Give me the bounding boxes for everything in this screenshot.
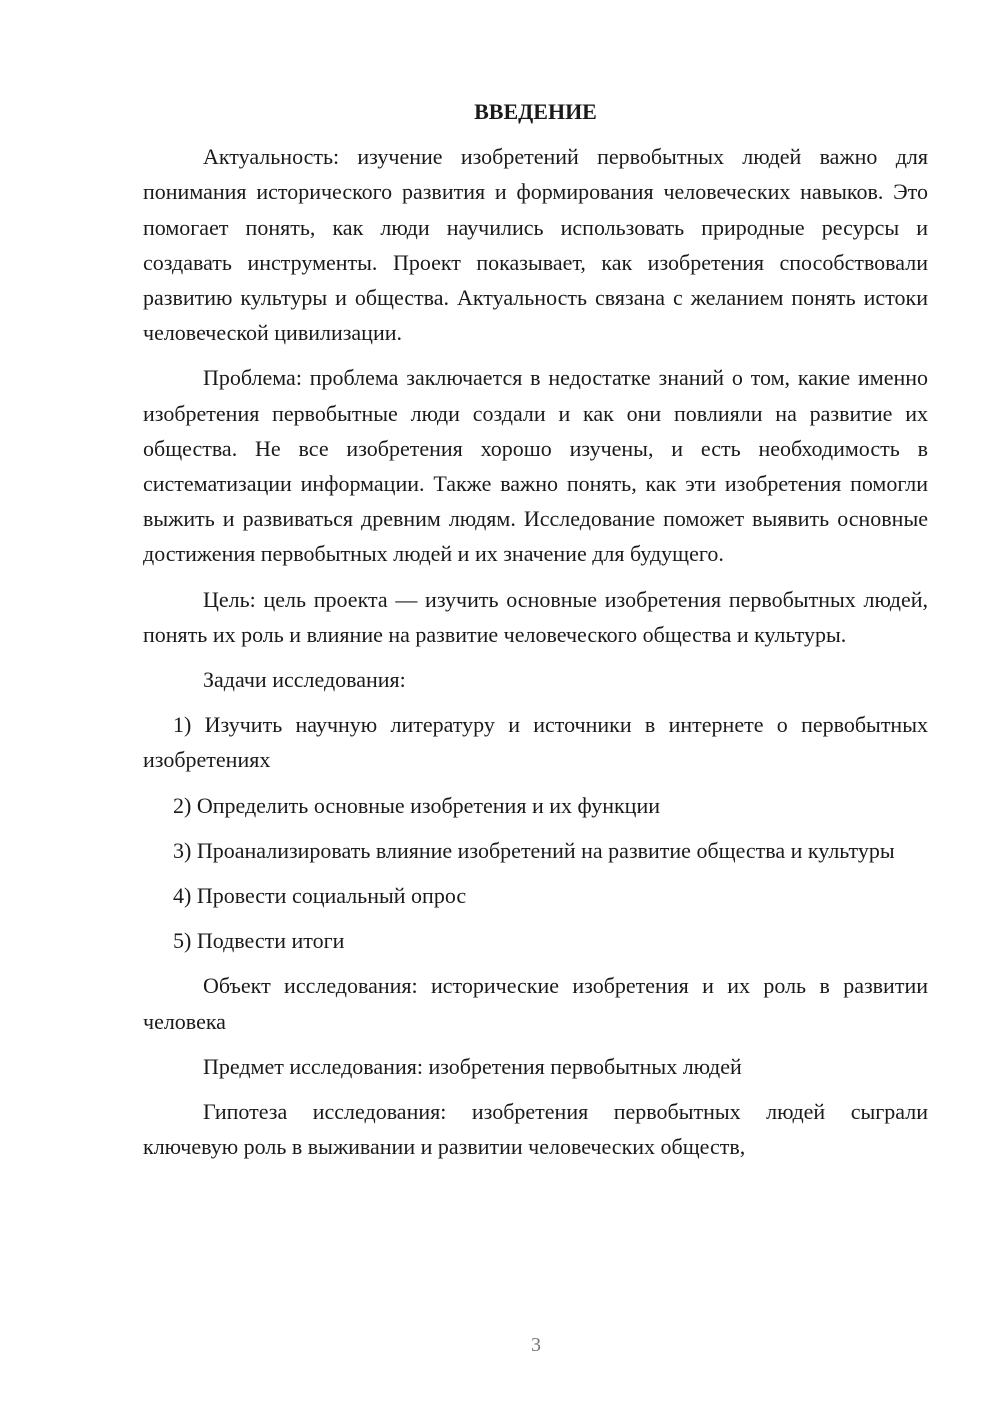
task-item: 3) Проанализировать влияние изобретений на развитие общества и культуры	[173, 837, 895, 863]
task-item: 1) Изучить научную литературу и источники в интернете о первобытных изобретениях	[143, 712, 928, 773]
task-item: 4) Провести социальный опрос	[173, 883, 467, 909]
page-number: 3	[531, 1334, 541, 1356]
page-title: ВВЕДЕНИЕ	[474, 99, 597, 124]
goal-paragraph: Цель: цель проекта — изучить основные изобретения первобытных людей, понять их роль и влияние на развитие человеческого общества и культуры.	[143, 586, 928, 647]
problem-paragraph: Проблема: проблема заключается в недостатке знаний о том, какие именно изобретения первобытные люди создали и как они повлияли на развитие их общества. Не все изобретения хорошо изучены, и есть необходимость в систематизации информации. Также важно понять, как эти изобретения помогли выжить и развиваться древним людям. Исследование поможет выявить основные достижения первобытных людей и их значение для будущего.	[143, 365, 928, 567]
task-item: 2) Определить основные изобретения и их функции	[173, 792, 660, 818]
hypothesis-paragraph: Гипотеза исследования: изобретения первобытных людей сыграли ключевую роль в выживании и развитии человеческих обществ,	[143, 1099, 928, 1160]
page-body	[143, 94, 928, 1164]
object-paragraph: Объект исследования: исторические изобретения и их роль в развитии человека	[143, 973, 928, 1034]
relevance-paragraph: Актуальность: изучение изобретений первобытных людей важно для понимания исторического развития и формирования человеческих навыков. Это помогает понять, как люди научились использовать природные ресурсы и создавать инструменты. Проект показывает, как изобретения способствовали развитию культуры и общества. Актуальность связана с желанием понять истоки человеческой цивилизации.	[143, 144, 928, 346]
task-item: 5) Подвести итоги	[173, 928, 345, 954]
tasks-heading: Задачи исследования:	[203, 667, 406, 693]
subject-paragraph: Предмет исследования: изобретения первобытных людей	[203, 1053, 742, 1079]
